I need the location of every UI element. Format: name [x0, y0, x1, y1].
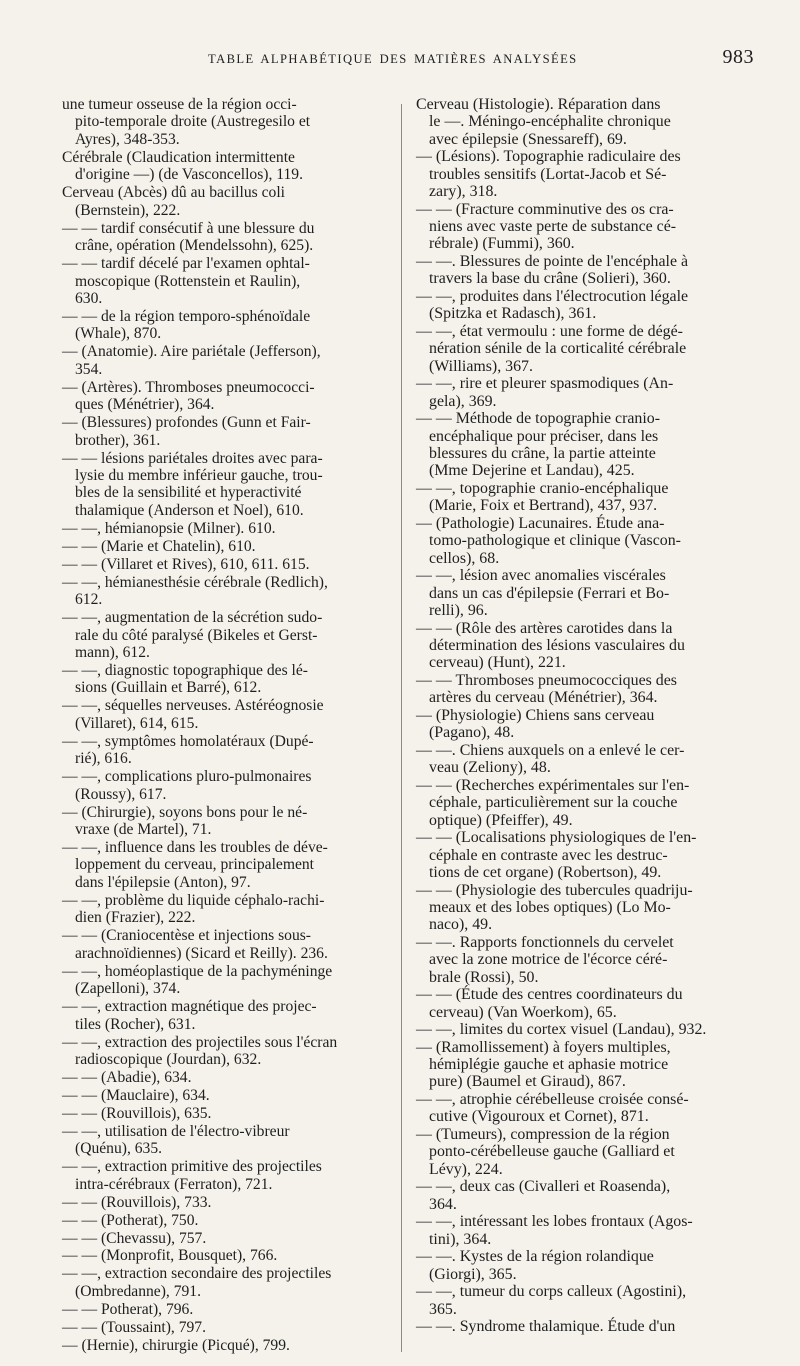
index-entry: — (Anatomie). Aire pariétale (Jefferson), 354.	[62, 343, 321, 378]
index-entry: — (Blessures) profondes (Gunn et Fair- brother), 361.	[62, 414, 311, 449]
index-entry: — —, état vermoulu : une forme de dégé- nération sénile de la corticalité cérébrale (Williams), 367.	[416, 322, 687, 375]
index-entry: — —, atrophie cérébelleuse croisée consé- cutive (Vigouroux et Cornet), 871.	[416, 1091, 689, 1126]
index-entry: — —, séquelles nerveuses. Astéréognosie (Villaret), 614, 615.	[62, 697, 324, 732]
index-entry: — (Tumeurs), compression de la région ponto-cérébelleuse gauche (Galliard et Lévy), 224.	[416, 1126, 675, 1178]
index-entry: — —, extraction primitive des projectiles intra-cérébraux (Ferraton), 721.	[62, 1158, 322, 1193]
index-entry: — —, symptômes homolatéraux (Dupé- rié), 616.	[62, 732, 314, 768]
index-entry: — —, produites dans l'électrocution légale (Spitzka et Radasch), 361.	[416, 287, 689, 323]
index-entry: — —, hémianopsie (Milner). 610.	[62, 519, 276, 537]
index-entry: — — Potherat), 796.	[62, 1300, 194, 1318]
index-entry: — — (Rouvillois), 635.	[62, 1104, 212, 1122]
index-entry: — —. Chiens auxquels on a enlevé le cer- veau (Zeliony), 48.	[416, 741, 685, 777]
index-entry: — (Hernie), chirurgie (Picqué), 799.	[62, 1336, 290, 1354]
index-entry: — — Thromboses pneumococciques des artères du cerveau (Ménétrier), 364.	[416, 671, 677, 707]
index-entry: — — Méthode de topographie cranio- encéphalique pour préciser, dans les blessures du crâne, la partie atteinte (Mme Dejerine et Landau), 425.	[416, 410, 661, 480]
index-entry: — —, augmentation de la sécrétion sudo- rale du côté paralysé (Bikeles et Gerst- mann), 612.	[62, 609, 323, 662]
index-entry: — —. Kystes de la région rolandique (Giorgi), 365.	[416, 1248, 654, 1283]
index-entry: — —, utilisation de l'électro-vibreur (Quénu), 635.	[62, 1122, 290, 1158]
index-entry: — (Ramollissement) à foyers multiples, hémiplégie gauche et aphasie motrice pure) (Baumel et Giraud), 867.	[416, 1038, 671, 1091]
index-entry: — — (Monprofit, Bousquet), 766.	[62, 1247, 278, 1265]
index-entry: — —, tumeur du corps calleux (Agostini), 365.	[416, 1283, 687, 1318]
left-column	[62, 96, 389, 1355]
index-entry: — (Chirurgie), soyons bons pour le né- vraxe (de Martel), 71.	[62, 803, 308, 839]
index-entry: — — (Chevassu), 757.	[62, 1229, 207, 1247]
running-header	[0, 48, 800, 78]
index-entry: — —, extraction secondaire des projectiles (Ombredanne), 791.	[62, 1265, 332, 1300]
index-entry: — —. Syndrome thalamique. Étude d'un	[416, 1318, 676, 1336]
page-header-title: TABLE ALPHABÉTIQUE DES MATIÈRES ANALYSÉES	[208, 52, 578, 66]
index-entry: — — (Craniocentèse et injections sous- arachnoïdiennes) (Sicard et Reilly). 236.	[62, 927, 328, 962]
index-entry: — — (Mauclaire), 634.	[62, 1086, 210, 1104]
index-entry: Cérébrale (Claudication intermittente d'origine —) (de Vasconcellos), 119.	[62, 148, 303, 184]
index-entry: — —, homéoplastique de la pachyméninge (Zapelloni), 374.	[62, 962, 333, 998]
index-entry: — —, complications pluro-pulmonaires (Roussy), 617.	[62, 768, 312, 803]
index-entry: — —, deux cas (Civalleri et Roasenda), 364.	[416, 1178, 671, 1213]
index-entry: — — tardif décelé par l'examen ophtal- moscopique (Rottenstein et Raulin), 630.	[62, 255, 310, 307]
index-entry: — — (Étude des centres coordinateurs du cerveau) (Van Woerkom), 65.	[416, 986, 683, 1021]
index-entry: — — tardif consécutif à une blessure du crâne, opération (Mendelssohn), 625).	[62, 219, 315, 255]
index-entry: — (Artères). Thromboses pneumococci- ques (Ménétrier), 364.	[62, 378, 315, 414]
index-entry: — —, influence dans les troubles de déve- loppement du cerveau, principalement dans l'épilepsie (Anton), 97.	[62, 839, 328, 891]
index-entry: — —, rire et pleurer spasmodiques (An- gela), 369.	[416, 375, 674, 410]
index-entry: — —. Rapports fonctionnels du cervelet avec la zone motrice de l'écorce céré- brale (Rossi), 50.	[416, 933, 674, 986]
index-entry: — — lésions pariétales droites avec para- lysie du membre inférieur gauche, trou- bles de la sensibilité et hyperactivité thalamique (Anderson et Noel), 610.	[62, 449, 323, 519]
index-entry: — (Lésions). Topographie radiculaire des troubles sensitifs (Lortat-Jacob et Sé- zary), 318.	[416, 148, 681, 201]
column-divider	[401, 104, 402, 1352]
index-entry: — (Physiologie) Chiens sans cerveau (Pagano), 48.	[416, 706, 655, 742]
index-entry: — — (Fracture comminutive des os cra- niens avec vaste perte de substance cé- rébrale) (Fummi), 360.	[416, 200, 677, 253]
index-entry: — —, diagnostic topographique des lé- sions (Guillain et Barré), 612.	[62, 662, 308, 697]
index-entry: — —, limites du cortex visuel (Landau), 932.	[416, 1021, 707, 1039]
index-entry: une tumeur osseuse de la région occi- pito-temporale droite (Austregesilo et Ayres), 348-353.	[62, 96, 311, 148]
right-column	[416, 96, 784, 1336]
index-entry: — —. Blessures de pointe de l'encéphale à travers la base du crâne (Solieri), 360.	[416, 252, 689, 288]
index-entry: — — (Potherat), 750.	[62, 1211, 199, 1229]
index-entry: — — (Recherches expérimentales sur l'en- céphale, particulièrement sur la couche optique) (Pfeiffer), 49.	[416, 776, 690, 829]
index-entry: — —, intéressant les lobes frontaux (Agos- tini), 364.	[416, 1213, 693, 1248]
index-entry: — — de la région temporo-sphénoïdale (Whale), 870.	[62, 307, 311, 343]
index-entry: — — (Rôle des artères carotides dans la détermination des lésions vasculaires du cerveau) (Hunt), 221.	[416, 619, 685, 672]
index-entry: — — (Localisations physiologiques de l'en- céphale en contraste avec les destruc- tions de cet organe) (Robertson), 49.	[416, 829, 697, 881]
index-entry: — (Pathologie) Lacunaires. Étude ana- tomo-pathologique et clinique (Vascon- cellos), 68.	[416, 514, 681, 567]
index-entry: — —, topographie cranio-encéphalique (Marie, Foix et Bertrand), 437, 937.	[416, 479, 669, 515]
index-entry: — —, hémianesthésie cérébrale (Redlich), 612.	[62, 573, 328, 609]
page-number: 983	[722, 46, 754, 68]
index-entry: — — (Villaret et Rives), 610, 611. 615.	[62, 555, 310, 573]
index-entry: — — (Rouvillois), 733.	[62, 1193, 212, 1211]
index-entry: Cerveau (Abcès) dû au bacillus coli (Bernstein), 222.	[62, 184, 285, 219]
index-entry: — — (Abadie), 634.	[62, 1068, 192, 1086]
index-entry: — —, lésion avec anomalies viscérales dans un cas d'épilepsie (Ferrari et Bo- relli), 96.	[416, 567, 670, 619]
index-entry: — —, extraction magnétique des projec- tiles (Rocher), 631.	[62, 998, 317, 1033]
index-entry: — — (Toussaint), 797.	[62, 1318, 207, 1336]
index-entry: — —, extraction des projectiles sous l'écran radioscopique (Jourdan), 632.	[62, 1033, 338, 1068]
index-entry: — — (Physiologie des tubercules quadriju- meaux et des lobes optiques) (Lo Mo- naco), 49.	[416, 881, 693, 934]
index-entry: — — (Marie et Chatelin), 610.	[62, 537, 256, 555]
index-entry: Cerveau (Histologie). Réparation dans le —. Méningo-encéphalite chronique avec épilepsie (Snessareff), 69.	[416, 96, 671, 148]
index-entry: — —, problème du liquide céphalo-rachi- dien (Frazier), 222.	[62, 891, 325, 927]
